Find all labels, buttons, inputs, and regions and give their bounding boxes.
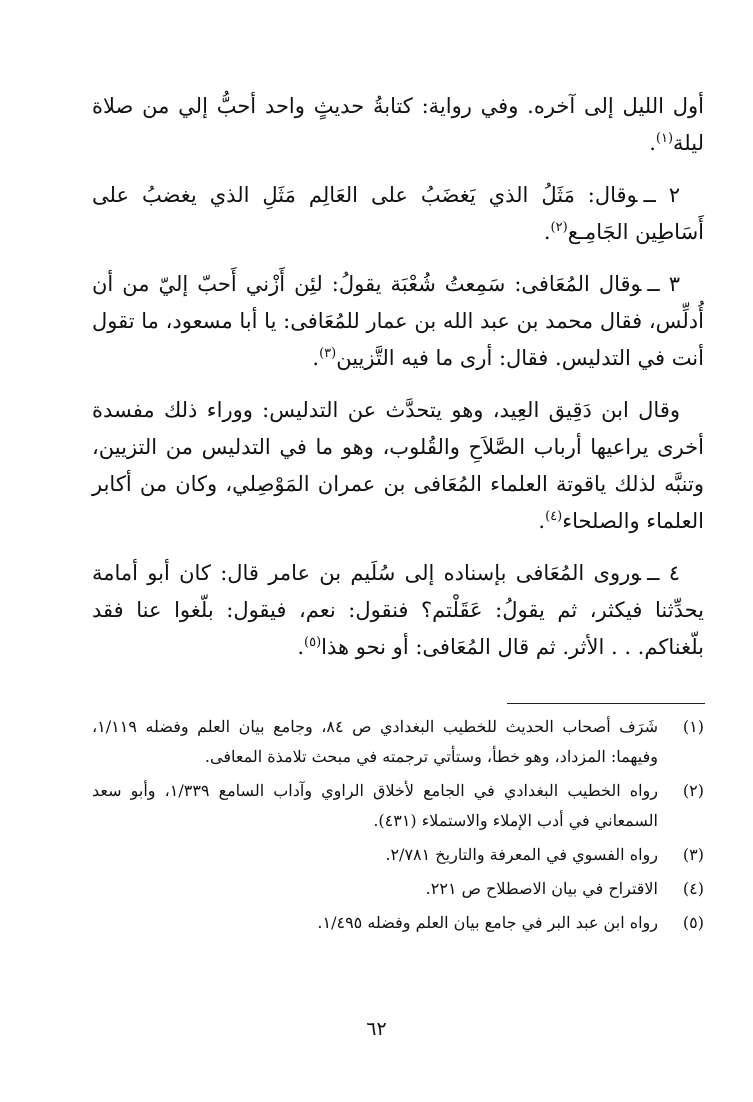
paragraph-4-text: وقال ابن دَقِيق العِيد، وهو يتحدَّث عن التدليس: ووراء ذلك مفسدة أخرى يراعيها أرباب الصَّلاَحِ والقُلوب، وهو ما في التدليس من التزيين، وتنبَّه لذلك ياقوتة العلماء المُعَافى بن عمران المَوْصِلي، وكان من أكابر العلماء والصلحاء xyxy=(92,398,704,533)
paragraph-1-text: أول الليل إلى آخره. وفي رواية: كتابةُ حديثٍ واحد أحبُّ إلي من صلاة ليلة xyxy=(92,94,704,155)
footnote-number: (٣) xyxy=(682,845,704,864)
main-text xyxy=(92,88,704,681)
footnote-2 xyxy=(92,776,704,836)
paragraph-5: ٤ ــوروى المُعَافى بإسناده إلى سُلَيم بن عامر قال: كان أبو أمامة يحدِّثنا فيكثر، ثم يقولُ: عَقَلْتم؟ فنقول: نعم، فيقول: بلّغوا عنا فقد بلّغناكم. . . الأثر. ثم قال المُعَافى: أو نحو هذا$^{(٥)}$. xyxy=(92,561,704,659)
footnote-ref-2[interactable]: (٢) xyxy=(550,220,568,235)
page-number: ٦٢ xyxy=(366,1018,387,1040)
footnote-text: الاقتراح في بيان الاصطلاح ص ٢٢١. xyxy=(425,879,658,898)
footnote-ref-1[interactable]: (١) xyxy=(655,131,674,146)
paragraph-3: ٣ ــوقال المُعَافى: سَمِعتُ شُعْبَة يقولُ: لئِن أَزْني أَحبّ إليّ من أن أُدلِّس، فقال محمد بن عبد الله بن عمار للمُعَافى: يا أبا مسعود، ما تقول أنت في التدليس. فقال: أرى ما فيه التَّزيين$^{(٣)}$. xyxy=(92,272,704,370)
footnote-ref-3[interactable]: (٣) xyxy=(319,346,337,361)
footnote-1 xyxy=(92,712,704,772)
paragraph-1: أول الليل إلى آخره. وفي رواية: كتابةُ حديثٍ واحد أحبُّ إلي من صلاة ليلة$^{(١)}$. xyxy=(92,94,704,155)
footnote-4 xyxy=(92,874,704,904)
paragraph-5-text: وروى المُعَافى بإسناده إلى سُلَيم بن عامر قال: كان أبو أمامة يحدِّثنا فيكثر، ثم يقولُ: عَقَلْتم؟ فنقول: نعم، فيقول: بلّغوا عنا فقد بلّغناكم. . . الأثر. ثم قال المُعَافى: أو نحو هذا xyxy=(92,561,704,659)
footnote-ref-5[interactable]: (٥) xyxy=(304,635,322,650)
footnote-text: رواه الخطيب البغدادي في الجامع لأخلاق الراوي وآداب السامع ١/٣٣٩، وأبو سعد السمعاني في أدب الإملاء والاستملاء (٤٣١). xyxy=(92,781,659,830)
footnote-3 xyxy=(92,840,704,870)
item-number-4: ٤ ــ xyxy=(647,561,680,585)
footnote-ref-4[interactable]: (٤) xyxy=(545,509,563,524)
footnote-5 xyxy=(92,908,704,938)
paragraph-3-text: وقال المُعَافى: سَمِعتُ شُعْبَة يقولُ: لئِن أَزْني أَحبّ إليّ من أن أُدلِّس، فقال محمد بن عبد الله بن عمار للمُعَافى: يا أبا مسعود، ما تقول أنت في التدليس. فقال: أرى ما فيه التَّزيين xyxy=(92,272,704,370)
footnotes xyxy=(92,712,704,942)
footnote-number: (١) xyxy=(682,717,704,736)
paragraph-4: وقال ابن دَقِيق العِيد، وهو يتحدَّث عن التدليس: ووراء ذلك مفسدة أخرى يراعيها أرباب الصَّلاَحِ والقُلوب، وهو ما في التدليس من التزيين، وتنبَّه لذلك ياقوتة العلماء المُعَافى بن عمران المَوْصِلي، وكان من أكابر العلماء والصلحاء$^{(٤)}$. xyxy=(92,398,704,533)
footnote-text: رواه الفسوي في المعرفة والتاريخ ٢/٧٨١. xyxy=(385,845,658,864)
footnote-number: (٢) xyxy=(682,781,704,800)
footnote-separator xyxy=(507,703,705,704)
item-number-3: ٣ ــ xyxy=(647,272,681,296)
footnote-text: شَرَف أصحاب الحديث للخطيب البغدادي ص ٨٤، وجامع بيان العلم وفضله ١/١١٩، وفيهما: المزداد، وهو خطأ، وستأتي ترجمته في مبحث تلامذة المعافى. xyxy=(92,717,658,766)
footnote-text: رواه ابن عبد البر في جامع بيان العلم وفضله ١/٤٩٥. xyxy=(317,913,658,932)
footnote-number: (٥) xyxy=(682,913,704,932)
item-number-2: ٢ ــ xyxy=(643,183,680,207)
paragraph-2: ٢ ــوقال: مَثَلُ الذي يَغضَبُ على العَالِم مَثَلِ الذي يغضبُ على أَسَاطِين الجَامِـع$^{(٢)}$. xyxy=(92,183,704,244)
footnote-number: (٤) xyxy=(682,879,704,898)
paragraph-2-text: وقال: مَثَلُ الذي يَغضَبُ على العَالِم مَثَلِ الذي يغضبُ على أَسَاطِين الجَامِـع xyxy=(92,183,704,244)
